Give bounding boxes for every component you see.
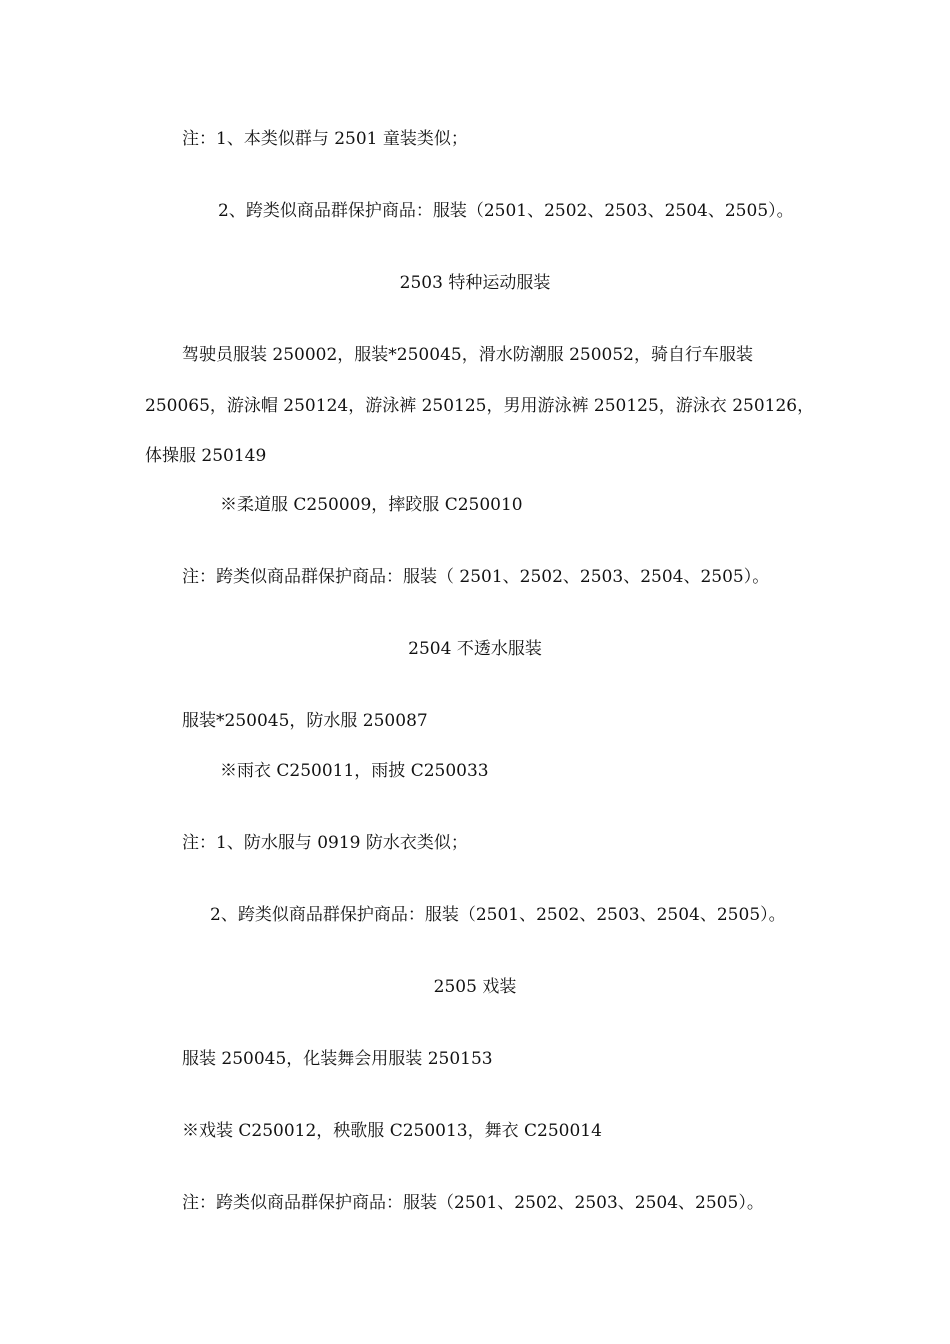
goods-line: 服装 250045，化装舞会用服装 250153 [182, 1049, 493, 1069]
section-heading: 2503 特种运动服装 [399, 273, 551, 293]
section-heading: 2504 不透水服装 [408, 639, 542, 659]
note-line: 注：1、本类似群与 2501 童装类似； [182, 129, 468, 149]
note-line: 2、跨类似商品群保护商品：服装（2501、2502、2503、2504、2505）。 [210, 905, 786, 925]
goods-line: ※柔道服 C250009，摔跤服 C250010 [220, 495, 523, 515]
section-heading: 2505 戏装 [433, 977, 517, 997]
goods-line: ※雨衣 C250011，雨披 C250033 [220, 761, 489, 781]
goods-line: 体操服 250149 [145, 446, 267, 466]
note-line: 注：1、防水服与 0919 防水衣类似； [182, 833, 468, 853]
goods-line: ※戏装 C250012，秧歌服 C250013，舞衣 C250014 [182, 1121, 602, 1141]
goods-line: 250065，游泳帽 250124，游泳裤 250125，男用游泳裤 250125，游泳衣 250126， [145, 396, 815, 416]
note-line: 注：跨类似商品群保护商品：服装（2501、2502、2503、2504、2505）。 [182, 1193, 764, 1213]
goods-line: 服装*250045，防水服 250087 [182, 711, 428, 731]
note-line: 注：跨类似商品群保护商品：服装（ 2501、2502、2503、2504、2505）。 [182, 567, 770, 587]
note-line: 2、跨类似商品群保护商品：服装（2501、2502、2503、2504、2505）。 [218, 201, 794, 221]
goods-line: 驾驶员服装 250002，服装*250045，滑水防潮服 250052，骑自行车服装 [182, 345, 753, 365]
